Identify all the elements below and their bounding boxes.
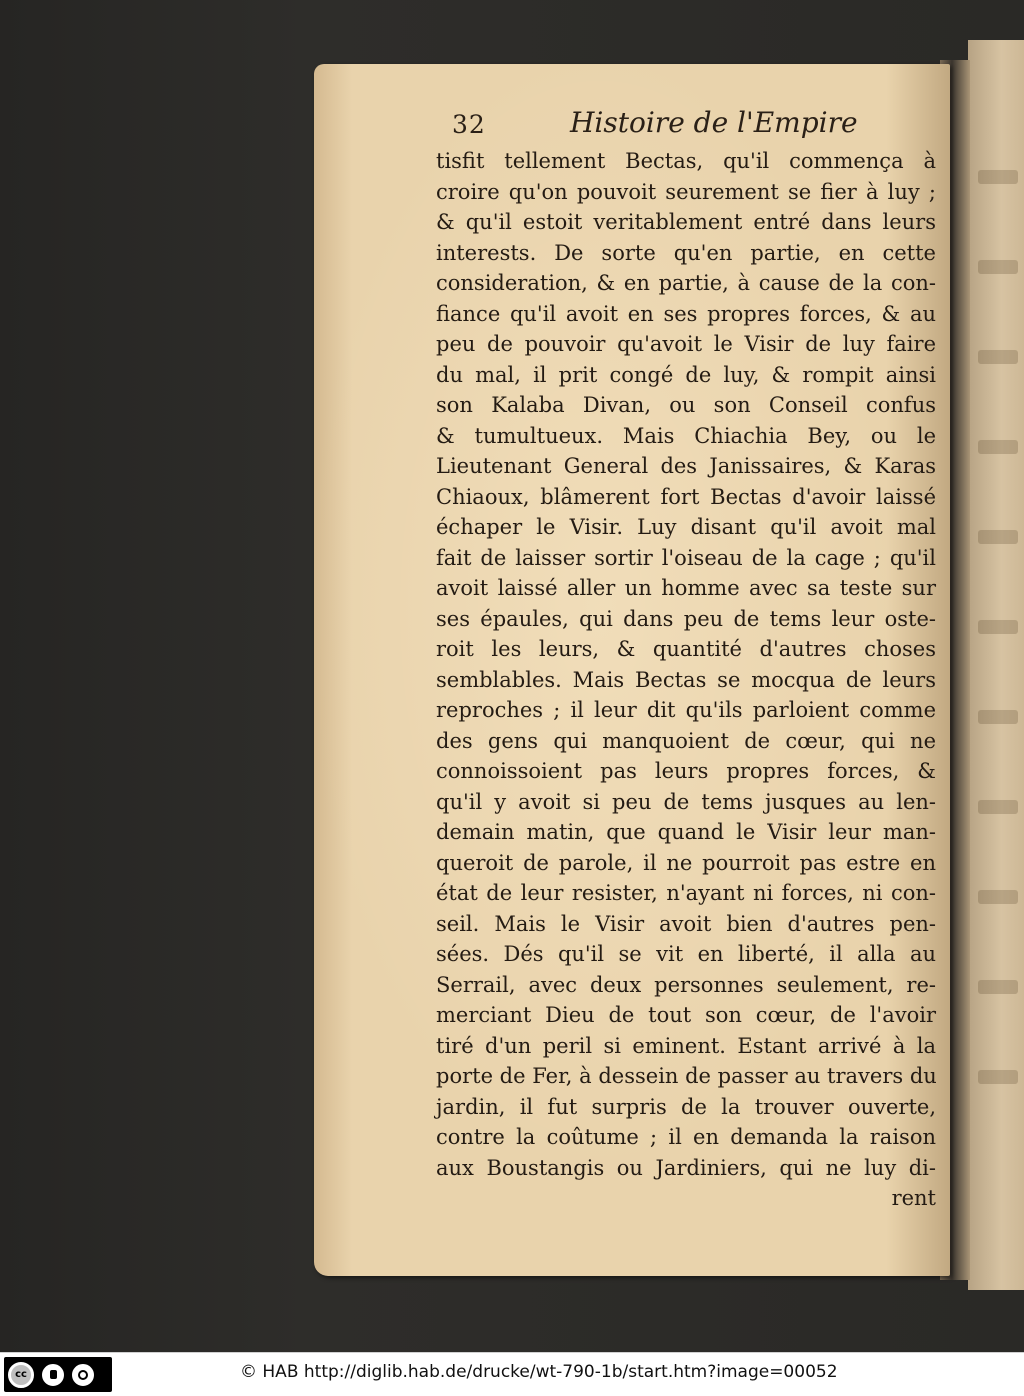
text-line: Serrail, avec deux personnes seulement, re- (436, 972, 936, 997)
footer-bar (0, 1352, 1024, 1396)
running-title: Histoire de l'Empire (570, 106, 858, 139)
catchword: rent (891, 1186, 936, 1210)
text-line: qu'il y avoit si peu de tems jusques au len- (436, 789, 936, 814)
text-line: queroit de parole, il ne pourroit pas estre en (436, 850, 936, 875)
text-line: tiré d'un peril si eminent. Estant arrivé à la (436, 1033, 936, 1058)
text-line: avoit laissé aller un homme avec sa teste sur (436, 576, 936, 600)
text-line: demain matin, que quand le Visir leur man- (436, 820, 936, 844)
text-line: son Kalaba Divan, ou son Conseil confus (436, 393, 936, 417)
cc-license-badge[interactable] (4, 1357, 112, 1392)
text-line: peu de pouvoir qu'avoit le Visir de luy faire (436, 332, 936, 356)
body-text (436, 146, 937, 1210)
text-line: croire qu'on pouvoit seurement se fier à luy ; (436, 179, 936, 204)
text-line: seil. Mais le Visir avoit bien d'autres pen- (436, 911, 936, 936)
text-line: contre la coûtume ; il en demanda la raison (436, 1125, 936, 1149)
text-line: roit les leurs, & quantité d'autres choses (436, 637, 936, 661)
text-line: du mal, il prit congé de luy, & rompit ainsi (436, 362, 936, 387)
text-line: connoissoient pas leurs propres forces, & (436, 759, 936, 783)
text-line: des gens qui manquoient de cœur, qui ne (436, 728, 936, 753)
copyright-link[interactable]: © HAB http://diglib.hab.de/drucke/wt-790-1b/start.htm?image=00052 (240, 1362, 838, 1382)
text-line: ses épaules, qui dans peu de tems leur oste- (436, 606, 936, 631)
text-line: échaper le Visir. Luy disant qu'il avoit mal (436, 515, 936, 539)
running-head (444, 104, 864, 144)
text-line: sées. Dés qu'il se vit en liberté, il alla au (436, 942, 936, 966)
text-line: consideration, & en partie, à cause de la con- (436, 271, 936, 295)
text-line: aux Boustangis ou Jardiniers, qui ne luy di- (436, 1155, 936, 1180)
text-line: fiance qu'il avoit en ses propres forces, & au (436, 301, 936, 326)
by-attribution-icon (42, 1364, 64, 1386)
text-line: Chiaoux, blâmerent fort Bectas d'avoir laissé (436, 484, 936, 509)
page-number: 32 (452, 110, 486, 139)
facing-page-edge (968, 40, 1024, 1290)
text-line: semblables. Mais Bectas se mocqua de leurs (436, 667, 936, 692)
cc-icon: cc (8, 1362, 34, 1388)
text-line: fait de laisser sortir l'oiseau de la cage ; qu'il (436, 545, 936, 570)
share-alike-icon (72, 1364, 94, 1386)
text-line: état de leur resister, n'ayant ni forces, ni con- (436, 881, 936, 905)
text-line: reproches ; il leur dit qu'ils parloient comme (436, 698, 936, 722)
text-line: jardin, il fut surpris de la trouver ouverte, (436, 1094, 936, 1119)
text-line: Lieutenant General des Janissaires, & Karas (436, 454, 936, 478)
text-line: & tumultueux. Mais Chiachia Bey, ou le (436, 423, 936, 448)
text-line: porte de Fer, à dessein de passer au travers du (436, 1064, 937, 1088)
text-line: merciant Dieu de tout son cœur, de l'avoir (436, 1003, 936, 1027)
text-line: tisfit tellement Bectas, qu'il commença à (436, 149, 936, 173)
text-line: & qu'il estoit veritablement entré dans leurs (436, 210, 936, 234)
text-line: interests. De sorte qu'en partie, en cette (436, 240, 936, 265)
